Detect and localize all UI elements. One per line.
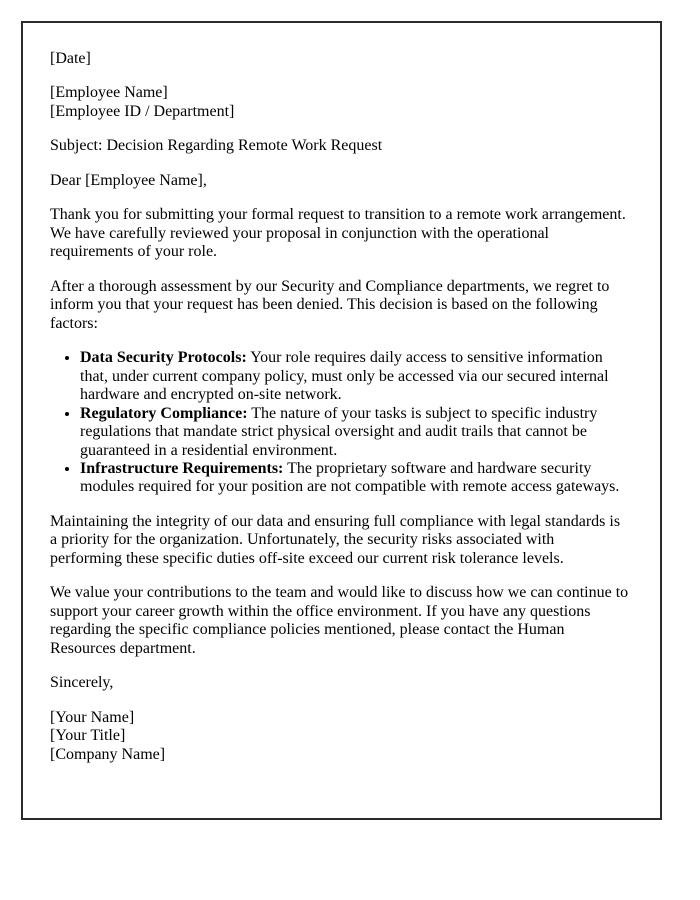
factor-text: The nature of your tasks is subject to specific industry regulations that mandate strict physical oversight and audit trails that cannot be guaranteed in a residential environment. [80, 404, 598, 459]
list-item-infrastructure-requirements [80, 460, 630, 497]
recipient-id-department: [Employee ID / Department] [50, 102, 235, 120]
paragraph-value: We value your contributions to the team and would like to discuss how we can continue to support your career growth within the office environment. If you have any questions regarding the specific compliance policies mentioned, please contact the Human Resources department. [50, 584, 629, 657]
denial-factors-list [50, 349, 630, 497]
factor-text: Your role requires daily access to sensitive information that, under current company policy, must only be accessed via our secured internal hardware and encrypted on-site network. [80, 349, 609, 404]
factor-text: The proprietary software and hardware security modules required for your position are not compatible with remote access gateways. [80, 459, 620, 496]
paragraph-intro: Thank you for submitting your formal request to transition to a remote work arrangement. We have carefully reviewed your proposal in conjunction with the operational requirements of your role. [50, 206, 626, 261]
date-placeholder: [Date] [50, 50, 91, 67]
subject-line [50, 137, 630, 155]
signature-block [50, 709, 630, 764]
letter-document [21, 21, 662, 820]
list-item-data-security [80, 349, 630, 404]
factor-label: Data Security Protocols: [80, 349, 247, 367]
subject-text: Subject: Decision Regarding Remote Work Request [50, 137, 383, 155]
letter-date [50, 50, 630, 68]
salutation [50, 172, 630, 190]
paragraph-integrity: Maintaining the integrity of our data and ensuring full compliance with legal standards is a priority for the organization. Unfortunately, the security risks associated with performing these specific duties off-site exceed our current risk tolerance levels. [50, 512, 621, 567]
recipient-name: [Employee Name] [50, 84, 168, 102]
factor-label: Infrastructure Requirements: [80, 459, 284, 477]
factor-label: Regulatory Compliance: [80, 404, 248, 422]
salutation-text: Dear [Employee Name], [50, 171, 207, 189]
signature-title: [Your Title] [50, 727, 126, 745]
signoff: Sincerely, [50, 674, 114, 692]
signature-company: [Company Name] [50, 745, 166, 763]
paragraph-assessment: After a thorough assessment by our Security and Compliance departments, we regret to inform you that your request has been denied. This decision is based on the following factors: [50, 277, 610, 332]
recipient-block [50, 84, 630, 121]
list-item-regulatory-compliance [80, 405, 630, 460]
signature-name: [Your Name] [50, 708, 135, 726]
